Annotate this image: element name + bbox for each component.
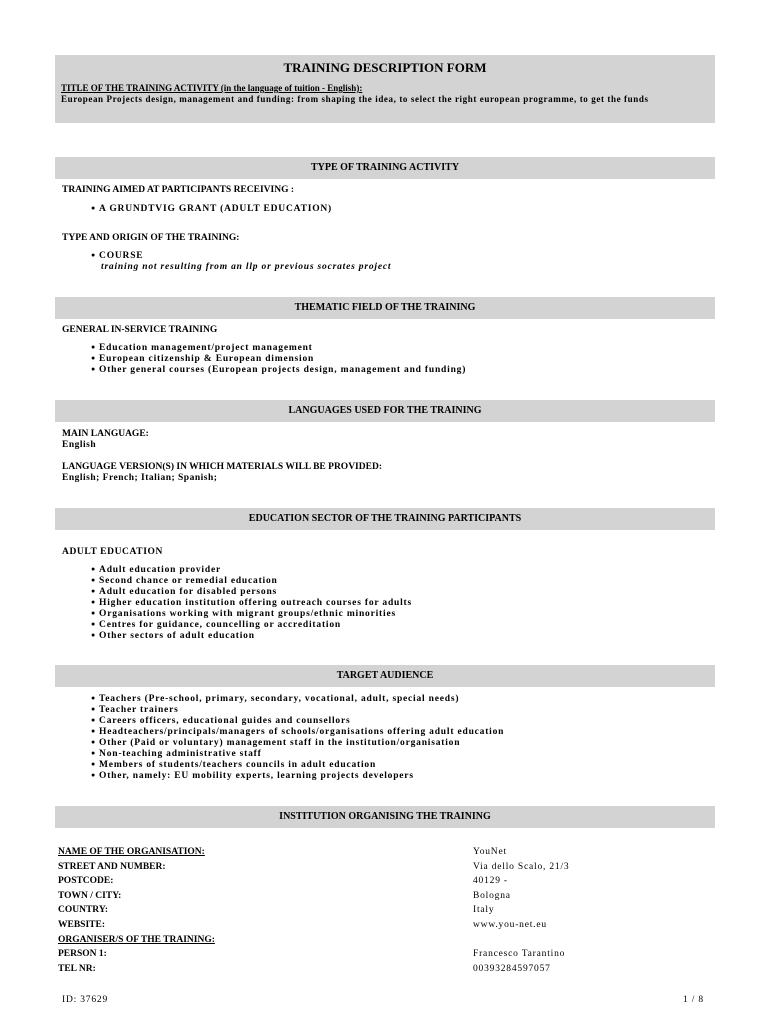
list-item: ● Teacher trainers	[91, 705, 504, 716]
main-language-label: MAIN LANGUAGE:	[62, 429, 149, 439]
table-row	[58, 876, 658, 891]
list-item: ● Other sectors of adult education	[91, 631, 412, 642]
org-key: TEL NR:	[58, 963, 96, 974]
table-row	[58, 905, 658, 920]
document-id: ID: 37629	[62, 995, 108, 1005]
audience-list	[91, 694, 504, 782]
language-versions-label: LANGUAGE VERSION(S) IN WHICH MATERIALS WILL BE PROVIDED:	[62, 462, 382, 472]
list-item: ● COURSE	[91, 251, 143, 262]
section-heading-education: EDUCATION SECTOR OF THE TRAINING PARTICIPANTS	[55, 508, 715, 530]
list-item: ● A GRUNDTVIG GRANT (ADULT EDUCATION)	[91, 204, 332, 215]
origin-note: training not resulting from an llp or previous socrates project	[101, 262, 392, 272]
list-item: ● Education management/project management	[91, 343, 466, 354]
list-item: ● Headteachers/principals/managers of schools/organisations offering adult education	[91, 727, 504, 738]
origin-label: TYPE AND ORIGIN OF THE TRAINING:	[62, 233, 240, 243]
section-heading-audience: TARGET AUDIENCE	[55, 665, 715, 687]
list-item: ● Teachers (Pre-school, primary, secondary, vocational, adult, special needs)	[91, 694, 504, 705]
training-title-text: European Projects design, management and funding: from shaping the idea, to select the right european programme, to get the funds	[61, 94, 649, 104]
table-row	[58, 862, 658, 877]
table-row	[58, 949, 658, 964]
page-number: 1 / 8	[683, 995, 704, 1005]
list-item: ● Centres for guidance, councelling or accreditation	[91, 620, 412, 631]
list-item: ● Adult education provider	[91, 565, 412, 576]
org-value: 00393284597057	[473, 963, 551, 974]
table-row	[58, 891, 658, 906]
list-item: ● Adult education for disabled persons	[91, 587, 412, 598]
section-heading-thematic: THEMATIC FIELD OF THE TRAINING	[55, 297, 715, 319]
table-row	[58, 847, 658, 862]
org-value: YouNet	[473, 847, 507, 857]
org-value: Bologna	[473, 890, 511, 901]
org-key: STREET AND NUMBER:	[58, 861, 166, 872]
participants-label: TRAINING AIMED AT PARTICIPANTS RECEIVING :	[62, 185, 295, 195]
table-row	[58, 935, 658, 950]
education-label: ADULT EDUCATION	[62, 547, 163, 557]
training-title-label: TITLE OF THE TRAINING ACTIVITY (in the language of tuition - English):	[61, 83, 363, 93]
language-versions-value: English; French; Italian; Spanish;	[62, 473, 218, 483]
origin-list	[91, 251, 143, 262]
website-link[interactable]: www.you-net.eu	[473, 919, 547, 930]
list-item: ● Organisations working with migrant groups/ethnic minorities	[91, 609, 412, 620]
thematic-list	[91, 343, 466, 376]
org-value: Francesco Tarantino	[473, 949, 566, 960]
list-item: ● Other (Paid or voluntary) management staff in the institution/organisation	[91, 738, 504, 749]
section-heading-institution: INSTITUTION ORGANISING THE TRAINING	[55, 806, 715, 828]
org-key: POSTCODE:	[58, 876, 114, 887]
org-key: COUNTRY:	[58, 905, 108, 916]
section-heading-type: TYPE OF TRAINING ACTIVITY	[55, 157, 715, 179]
list-item: ● Other general courses (European projects design, management and funding)	[91, 365, 466, 376]
table-row	[58, 920, 658, 935]
thematic-label: GENERAL IN-SERVICE TRAINING	[62, 325, 218, 335]
section-heading-languages: LANGUAGES USED FOR THE TRAINING	[55, 400, 715, 422]
institution-table	[58, 847, 658, 978]
main-language-value: English	[62, 440, 97, 450]
org-value: Via dello Scalo, 21/3	[473, 861, 570, 872]
org-key: ORGANISER/S OF THE TRAINING:	[58, 934, 215, 945]
org-value: Italy	[473, 905, 495, 916]
form-title: TRAINING DESCRIPTION FORM	[283, 60, 487, 75]
list-item: ● Higher education institution offering outreach courses for adults	[91, 598, 412, 609]
org-value: 40129 -	[473, 876, 508, 887]
table-row	[58, 964, 658, 979]
list-item: ● Non-teaching administrative staff	[91, 749, 504, 760]
org-key: TOWN / CITY:	[58, 890, 122, 901]
list-item: ● Second chance or remedial education	[91, 576, 412, 587]
org-key: NAME OF THE ORGANISATION:	[58, 847, 205, 857]
list-item: ● Members of students/teachers councils in adult education	[91, 760, 504, 771]
org-key: PERSON 1:	[58, 949, 107, 960]
education-list	[91, 565, 412, 642]
list-item: ● Other, namely: EU mobility experts, learning projects developers	[91, 771, 504, 782]
org-key: WEBSITE:	[58, 919, 105, 930]
list-item: ● European citizenship & European dimension	[91, 354, 466, 365]
participants-list	[91, 204, 332, 215]
list-item: ● Careers officers, educational guides and counsellors	[91, 716, 504, 727]
form-title-box	[55, 55, 715, 123]
